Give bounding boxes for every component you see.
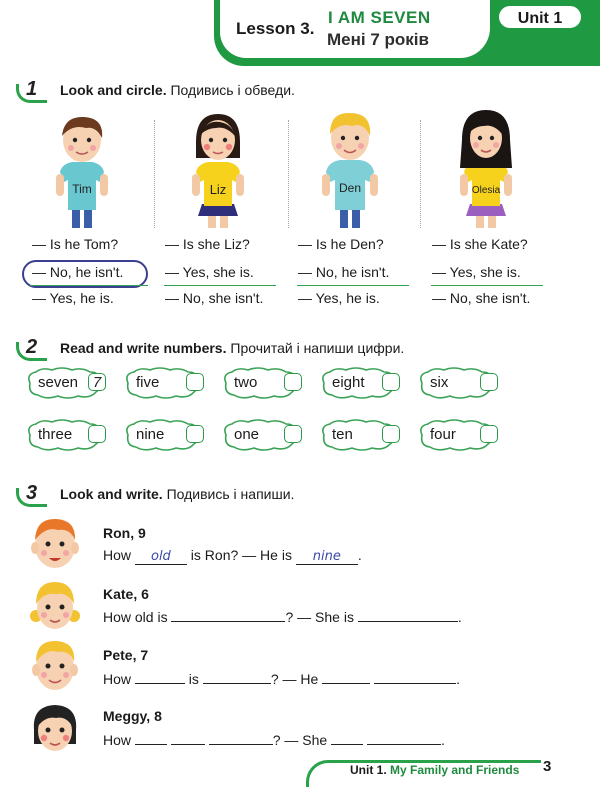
answer-blank[interactable]	[135, 669, 185, 684]
exercise-3-title-bold: Look and write.	[60, 486, 163, 502]
footer-unit-label: Unit 1.	[350, 763, 387, 777]
answer-blank[interactable]	[367, 730, 441, 745]
number-word: three	[38, 426, 73, 443]
ron-face-icon	[30, 516, 80, 572]
digit-answer-box[interactable]	[88, 425, 106, 443]
answer-blank[interactable]	[171, 607, 285, 622]
sentence-text: ? — She is	[285, 609, 354, 625]
answer-blank-filled[interactable]: old	[135, 549, 187, 565]
answer-blank[interactable]	[331, 730, 363, 745]
shirt-label: Den	[338, 181, 362, 195]
answer-blank-filled[interactable]: nine	[296, 549, 358, 565]
exercise-2-title-ua: Прочитай і напиши цифри.	[230, 340, 405, 356]
answer-divider	[164, 285, 276, 286]
kate-name-label: Kate, 6	[103, 586, 149, 602]
number-cloud	[318, 366, 402, 400]
exercise-2-number: 2	[26, 336, 38, 358]
digit-answer-box[interactable]	[284, 373, 302, 391]
exercise-2-title-bold: Read and write numbers.	[60, 340, 227, 356]
column-divider	[154, 120, 155, 228]
number-word: four	[430, 426, 456, 443]
sentence-text: .	[357, 547, 362, 563]
kate-face-icon	[30, 578, 80, 634]
answer-option[interactable]: — No, she isn't.	[165, 290, 264, 306]
girl-olesia-illustration	[454, 108, 518, 230]
exercise-1-title-ua: Подивись і обведи.	[170, 82, 295, 98]
exercise-1-title	[60, 82, 295, 98]
answer-option[interactable]: — No, she isn't.	[432, 290, 531, 306]
digit-answer-box[interactable]	[186, 373, 204, 391]
answer-blank[interactable]	[135, 730, 167, 745]
answer-option[interactable]: — No, he isn't.	[298, 264, 390, 280]
pete-name-label: Pete, 7	[103, 647, 149, 663]
meggy-name-label: Meggy, 8	[103, 708, 162, 724]
answer-divider	[431, 285, 543, 286]
answer-blank[interactable]	[322, 669, 370, 684]
number-cloud	[24, 418, 108, 452]
exercise-1-number: 1	[26, 78, 38, 100]
sentence-text: is Ron? — He is	[190, 547, 292, 563]
question-line: — Is she Liz?	[165, 236, 250, 252]
digit-answer-box[interactable]	[382, 373, 400, 391]
number-word: two	[234, 374, 258, 391]
meggy-sentence	[103, 730, 445, 748]
shirt-label: Olesia	[471, 185, 501, 196]
number-cloud	[318, 418, 402, 452]
number-word: five	[136, 374, 160, 391]
question-line: — Is he Tom?	[32, 236, 119, 252]
number-cloud	[220, 366, 304, 400]
number-word: nine	[136, 426, 165, 443]
number-cloud	[24, 366, 108, 400]
answer-blank[interactable]	[374, 669, 456, 684]
exercise-2-title	[60, 340, 404, 356]
footer-unit-title	[350, 763, 519, 777]
answer-option[interactable]: — Yes, she is.	[432, 264, 521, 280]
page-number: 3	[543, 758, 552, 775]
answer-blank[interactable]	[358, 607, 458, 622]
digit-answer-box[interactable]	[480, 425, 498, 443]
number-cloud	[220, 418, 304, 452]
meggy-face-icon	[30, 700, 80, 756]
sentence-text: How	[103, 671, 132, 687]
number-word: eight	[332, 374, 365, 391]
boy-tim-illustration	[50, 112, 114, 230]
sentence-text: ? — She	[272, 732, 328, 748]
answer-divider	[30, 285, 148, 286]
unit-badge: Unit 1	[497, 4, 583, 30]
digit-answer-box[interactable]	[382, 425, 400, 443]
sentence-text: is	[188, 671, 199, 687]
exercise-1-title-bold: Look and circle.	[60, 82, 167, 98]
kate-sentence	[103, 607, 462, 625]
sentence-text: .	[456, 671, 460, 687]
number-cloud	[416, 366, 500, 400]
number-cloud	[122, 366, 206, 400]
exercise-3-number: 3	[26, 482, 38, 504]
shirt-label: Tim	[72, 182, 92, 196]
digit-answer-box[interactable]	[480, 373, 498, 391]
sentence-text: How old is	[103, 609, 168, 625]
sentence-text: .	[457, 609, 462, 625]
pete-face-icon	[30, 638, 80, 694]
answer-option[interactable]: — Yes, he is.	[32, 290, 114, 306]
answer-option[interactable]: — No, he isn't.	[32, 264, 124, 280]
answer-blank[interactable]	[209, 730, 273, 745]
ron-name-label: Ron, 9	[103, 525, 146, 541]
number-word: six	[430, 374, 449, 391]
answer-option[interactable]: — Yes, he is.	[298, 290, 380, 306]
lesson-title-ua: Мені 7 років	[327, 30, 429, 49]
sentence-text: .	[440, 732, 445, 748]
boy-den-illustration	[318, 108, 382, 230]
question-line: — Is he Den?	[298, 236, 384, 252]
circled-answer-mark	[22, 260, 148, 288]
number-word: ten	[332, 426, 353, 443]
girl-liz-illustration	[186, 112, 250, 230]
sentence-text: How	[103, 547, 132, 563]
sentence-text: How	[103, 732, 132, 748]
lesson-title-en: I AM SEVEN	[328, 8, 431, 27]
exercise-3-title	[60, 486, 294, 502]
answer-option[interactable]: — Yes, she is.	[165, 264, 254, 280]
column-divider	[420, 120, 421, 228]
question-line: — Is she Kate?	[432, 236, 528, 252]
exercise-3-title-ua: Подивись і напиши.	[166, 486, 295, 502]
number-word: seven	[38, 374, 79, 391]
pete-sentence	[103, 669, 460, 687]
shirt-label: Liz	[209, 182, 227, 197]
sentence-text: ? — He	[270, 671, 319, 687]
lesson-label: Lesson 3.	[236, 19, 315, 38]
digit-answer-box[interactable]	[284, 425, 302, 443]
digit-answer-box[interactable]	[186, 425, 204, 443]
number-cloud	[122, 418, 206, 452]
column-divider	[288, 120, 289, 228]
digit-answer-box[interactable]: 7	[88, 373, 106, 391]
number-cloud	[416, 418, 500, 452]
answer-blank[interactable]	[171, 730, 205, 745]
ron-sentence	[103, 547, 362, 565]
number-word: one	[234, 426, 260, 443]
answer-blank[interactable]	[203, 669, 271, 684]
answer-divider	[297, 285, 409, 286]
footer-unit-name: My Family and Friends	[390, 763, 520, 777]
